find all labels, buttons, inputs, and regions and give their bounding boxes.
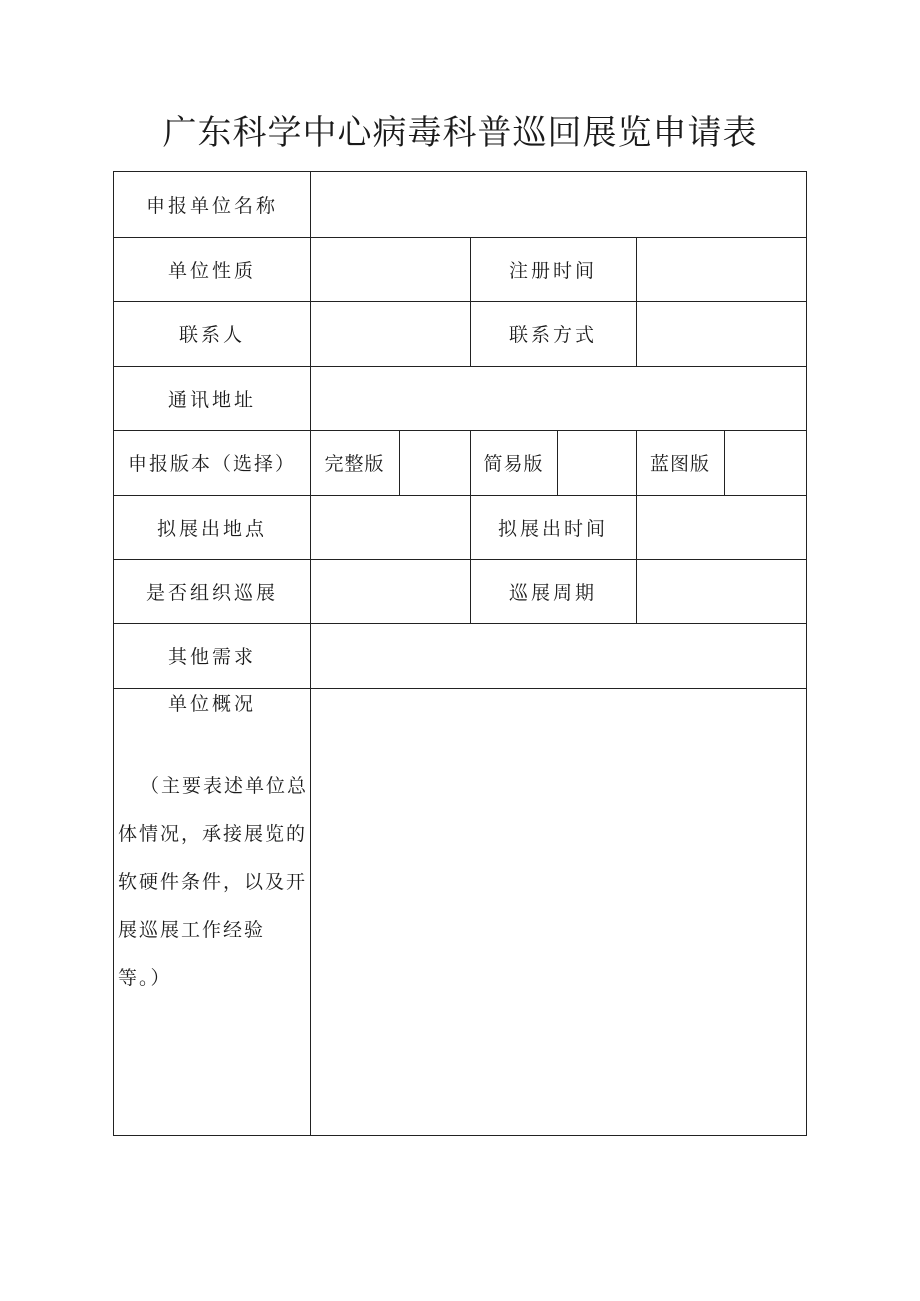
- registration-time-label: 注册时间: [508, 259, 597, 282]
- address-label: 通讯地址: [167, 388, 256, 411]
- version-blueprint-checkbox[interactable]: [725, 431, 806, 495]
- contact-method-label: 联系方式: [508, 324, 597, 346]
- contact-person-label: 联系人: [178, 324, 245, 346]
- planned-location-label: 拟展出地点: [156, 517, 267, 540]
- tour-cycle-field[interactable]: [637, 560, 806, 623]
- planned-time-field[interactable]: [637, 496, 806, 559]
- tour-cycle-label: 巡展周期: [508, 581, 597, 604]
- version-option-blueprint: 蓝图版: [649, 453, 710, 475]
- version-simple-checkbox[interactable]: [558, 431, 636, 495]
- other-needs-label: 其他需求: [167, 646, 256, 668]
- page-title: 广东科学中心病毒科普巡回展览申请表: [162, 113, 758, 153]
- application-form: [113, 171, 807, 1136]
- unit-nature-field[interactable]: [311, 238, 470, 301]
- version-option-full: 完整版: [324, 453, 385, 475]
- contact-method-field[interactable]: [637, 302, 806, 366]
- version-label: 申报版本（选择）: [127, 453, 296, 475]
- overview-field[interactable]: [311, 689, 806, 1135]
- registration-time-field[interactable]: [637, 238, 806, 301]
- other-needs-field[interactable]: [311, 624, 806, 688]
- contact-person-field[interactable]: [311, 302, 470, 366]
- tour-organize-label: 是否组织巡展: [145, 581, 278, 604]
- applicant-name-label: 申报单位名称: [145, 195, 278, 217]
- tour-organize-field[interactable]: [311, 560, 470, 623]
- planned-location-field[interactable]: [311, 496, 470, 559]
- applicant-name-field[interactable]: [311, 172, 806, 237]
- address-field[interactable]: [311, 367, 806, 430]
- version-option-simple: 简易版: [483, 453, 544, 475]
- version-full-checkbox[interactable]: [400, 431, 470, 495]
- overview-note: （主要表述单位总体情况，承接展览的软硬件条件，以及开展巡展工作经验等。）: [118, 775, 309, 989]
- overview-label: 单位概况: [167, 693, 256, 715]
- planned-time-label: 拟展出时间: [497, 517, 608, 540]
- unit-nature-label: 单位性质: [167, 259, 256, 282]
